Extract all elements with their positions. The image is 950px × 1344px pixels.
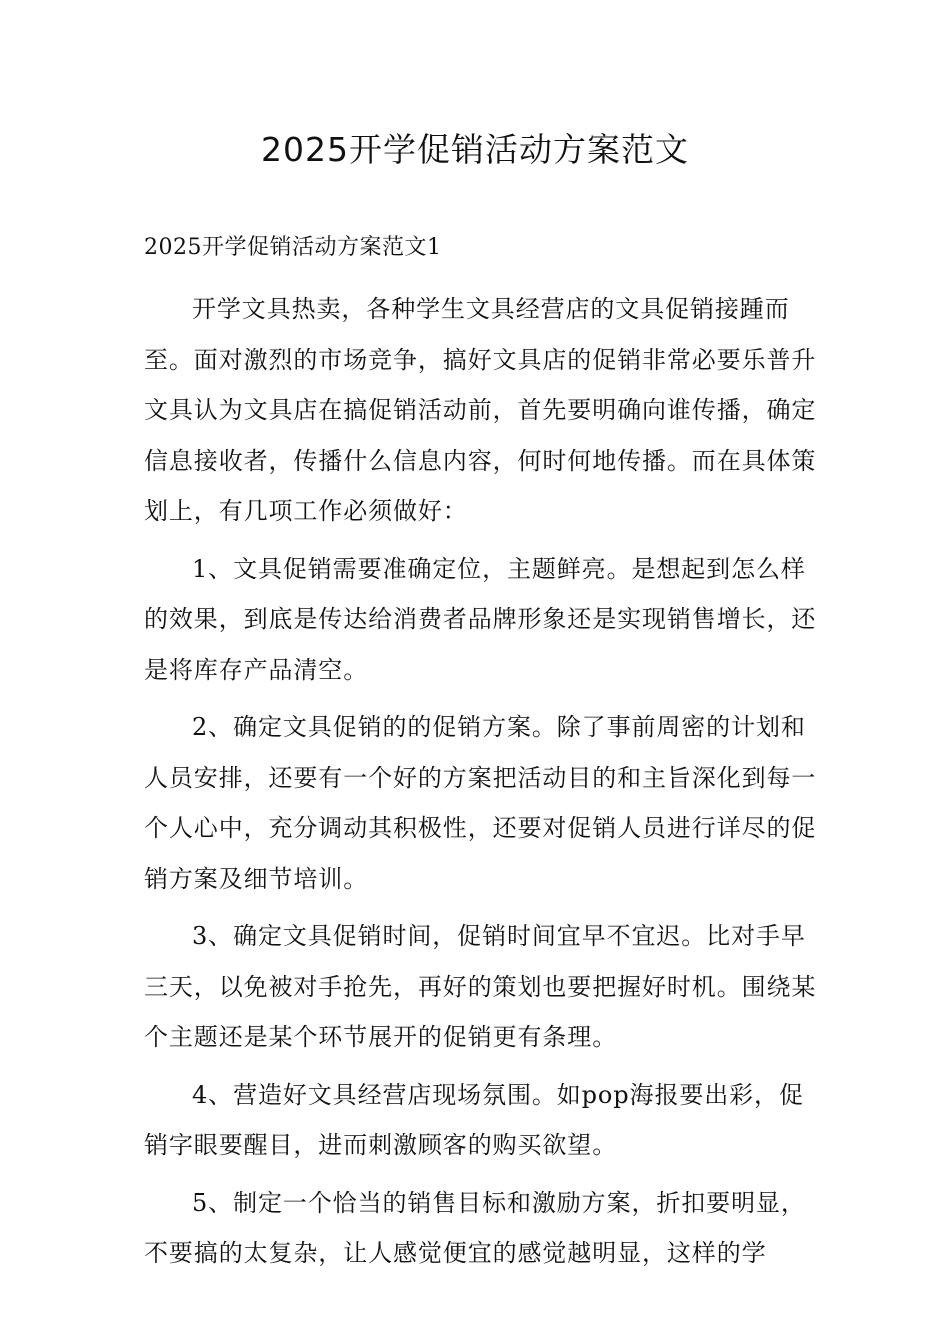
document-body xyxy=(144,230,828,1286)
paragraph-item-1: 1、文具促销需要准确定位，主题鲜亮。是想起到怎么样的效果，到底是传达给消费者品牌形象还是实现销售增长，还是将库存产品清空。 xyxy=(144,554,817,684)
paragraph-item-2: 2、确定文具促销的的促销方案。除了事前周密的计划和人员安排，还要有一个好的方案把活动目的和主旨深化到每一个人心中，充分调动其积极性，还要对促销人员进行详尽的促销方案及细节培训。 xyxy=(144,713,817,893)
paragraph-item-5: 5、制定一个恰当的销售目标和激励方案，折扣要明显，不要搞的太复杂，让人感觉便宜的感觉越明显，这样的学 xyxy=(144,1188,806,1267)
paragraph-intro: 开学文具热卖，各种学生文具经营店的文具促销接踵而至。面对激烈的市场竞争，搞好文具店的促销非常必要乐普升文具认为文具店在搞促销活动前，首先要明确向谁传播，确定信息接收者，传播什么信息内容，何时何地传播。而在具体策划上，有几项工作必须做好： xyxy=(144,295,817,525)
paragraph-item-3: 3、确定文具促销时间，促销时间宜早不宜迟。比对手早三天，以免被对手抢先，再好的策划也要把握好时机。围绕某个主题还是某个环节展开的促销更有条理。 xyxy=(144,922,817,1051)
section-heading: 2025开学促销活动方案范文1 xyxy=(144,235,442,260)
paragraph-item-4: 4、营造好文具经营店现场氛围。如pop海报要出彩，促销字眼要醒目，进而刺激顾客的购买欲望。 xyxy=(144,1080,804,1159)
document-title: 2025开学促销活动方案范文 xyxy=(261,130,689,169)
